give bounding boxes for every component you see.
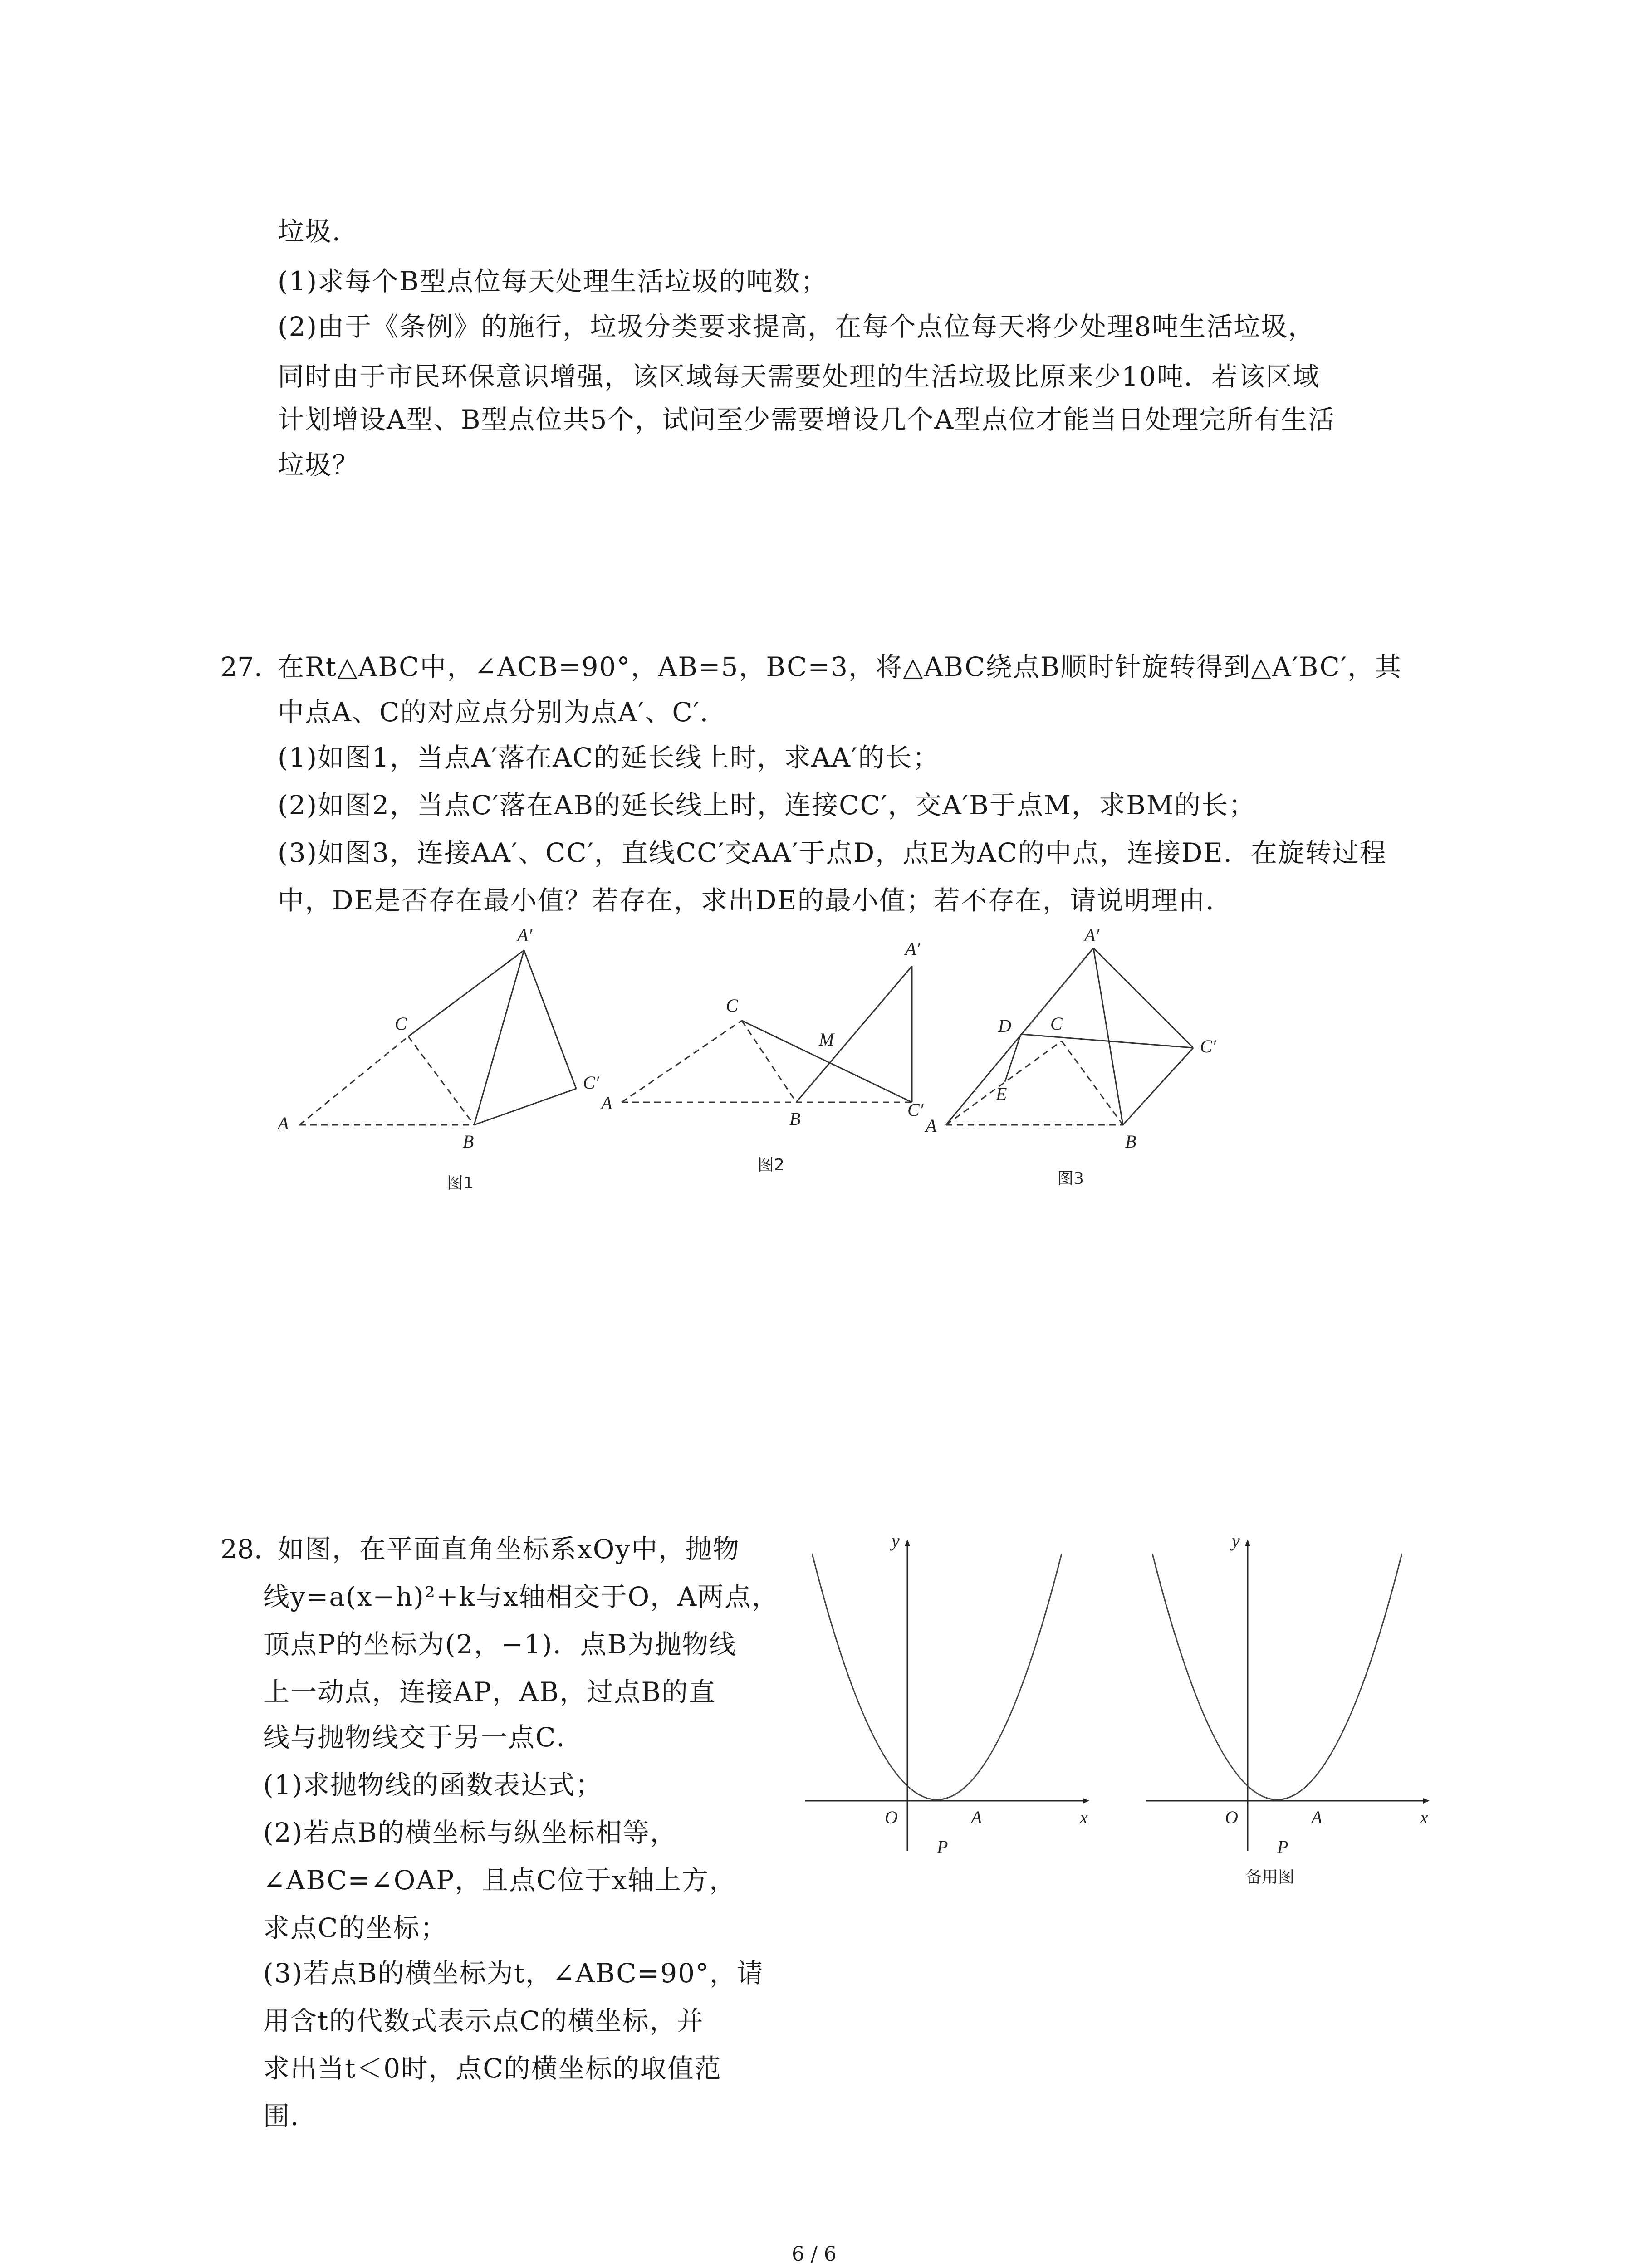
fig2-label-a: A <box>601 1093 612 1113</box>
q28-line-11: 用含t的代数式表示点C的横坐标，并 <box>263 2005 704 2036</box>
q28-line-4: 上一动点，连接AP，AB，过点B的直 <box>263 1677 716 1707</box>
fig3-label-a: A <box>926 1115 937 1136</box>
q28-number: 28. <box>220 1534 263 1564</box>
figure-2 <box>622 966 912 1102</box>
q27-line-3: (1)如图1，当点A′落在AC的延长线上时，求AA′的长； <box>278 742 940 773</box>
q27-line-1: 在Rt△ABC中，∠ACB=90°，AB=5，BC=3，将△ABC绕点B顺时针旋转得到△A′BC′，其 <box>278 651 1402 682</box>
graph2-p-label: P <box>1277 1837 1288 1857</box>
fig1-caption: 图1 <box>447 1174 474 1193</box>
fig3-label-c1: C′ <box>1200 1036 1216 1056</box>
fig2-label-c1: C′ <box>907 1100 924 1120</box>
q27-number: 27. <box>220 651 263 682</box>
graph-main <box>805 1530 1088 1857</box>
q28-line-5: 线与抛物线交于另一点C． <box>263 1722 584 1753</box>
q27-line-6: 中，DE是否存在最小值？若存在，求出DE的最小值；若不存在，请说明理由． <box>278 885 1233 916</box>
fig2-label-m: M <box>819 1029 834 1050</box>
fig2-caption: 图2 <box>758 1156 784 1174</box>
graph-spare <box>1146 1530 1428 1887</box>
graph1-y-label: y <box>892 1530 900 1551</box>
fig1-label-c1: C′ <box>583 1072 599 1093</box>
q28-line-12: 求出当t＜0时，点C的横坐标的取值范 <box>263 2053 722 2084</box>
q28-line-13: 围． <box>263 2101 318 2131</box>
q27-line-2: 中点A、C的对应点分别为点A′、C′． <box>278 697 727 728</box>
q28-line-2: 线y=a(x−h)²+k与x轴相交于O，A两点， <box>263 1581 779 1612</box>
graph2-a-label: A <box>1311 1807 1323 1828</box>
fig3-label-e: E <box>996 1084 1007 1104</box>
graph2-o-label: O <box>1225 1807 1238 1828</box>
q28-line-1: 如图，在平面直角坐标系xOy中，抛物 <box>278 1534 740 1564</box>
fig1-label-a1: A′ <box>517 925 533 945</box>
q28-graphs <box>0 1520 1641 1928</box>
q27-line-4: (2)如图2，当点C′落在AB的延长线上时，连接CC′，交A′B于点M，求BM的长； <box>278 790 1256 821</box>
fig3-label-d: D <box>998 1016 1011 1036</box>
q26-line-1: 垃圾． <box>278 216 360 247</box>
fig3-label-a1: A′ <box>1084 925 1100 945</box>
q28-line-8: ∠ABC=∠OAP，且点C位于x轴上方， <box>263 1865 737 1896</box>
q28-line-10: (3)若点B的横坐标为t，∠ABC=90°，请 <box>263 1958 764 1989</box>
fig2-label-b: B <box>789 1109 801 1129</box>
fig3-label-b: B <box>1125 1131 1136 1152</box>
fig1-label-c: C <box>395 1013 407 1034</box>
fig2-label-c: C <box>726 995 738 1016</box>
graph2-y-label: y <box>1232 1530 1240 1551</box>
graph2-x-label: x <box>1420 1807 1428 1828</box>
graph1-p-label: P <box>937 1837 948 1857</box>
q28-line-9: 求点C的坐标； <box>263 1912 448 1943</box>
graph1-a-label: A <box>971 1807 982 1828</box>
q26-line-6: 垃圾？ <box>278 450 360 480</box>
fig3-label-c: C <box>1050 1013 1063 1034</box>
q27-line-5: (3)如图3，连接AA′、CC′，直线CC′交AA′于点D，点E为AC的中点，连接DE．在旋转过程 <box>278 837 1387 868</box>
q26-line-2: (1)求每个B型点位每天处理生活垃圾的吨数； <box>278 266 828 297</box>
fig2-label-a1: A′ <box>905 938 921 959</box>
q26-line-5: 计划增设A型、B型点位共5个，试问至少需要增设几个A型点位才能当日处理完所有生活 <box>278 404 1336 435</box>
graph1-o-label: O <box>885 1807 898 1828</box>
figure-3 <box>946 948 1193 1125</box>
q26-line-4: 同时由于市民环保意识增强，该区域每天需要处理的生活垃圾比原来少10吨．若该区域 <box>278 361 1320 392</box>
q28-line-7: (2)若点B的横坐标与纵坐标相等， <box>263 1817 677 1848</box>
page-number: 6 / 6 <box>792 2243 837 2266</box>
graph1-x-label: x <box>1080 1807 1088 1828</box>
fig3-caption: 图3 <box>1057 1169 1084 1188</box>
q28-line-6: (1)求抛物线的函数表达式； <box>263 1769 603 1800</box>
q27-figures <box>0 921 1641 1238</box>
spare-graph-caption: 备用图 <box>1245 1868 1295 1887</box>
figure-1 <box>299 950 576 1125</box>
q28-line-3: 顶点P的坐标为(2，−1)．点B为抛物线 <box>263 1629 737 1660</box>
q26-line-3: (2)由于《条例》的施行，垃圾分类要求提高，在每个点位每天将少处理8吨生活垃圾， <box>278 311 1316 342</box>
fig1-label-b: B <box>463 1131 474 1152</box>
fig1-label-a: A <box>278 1113 289 1134</box>
